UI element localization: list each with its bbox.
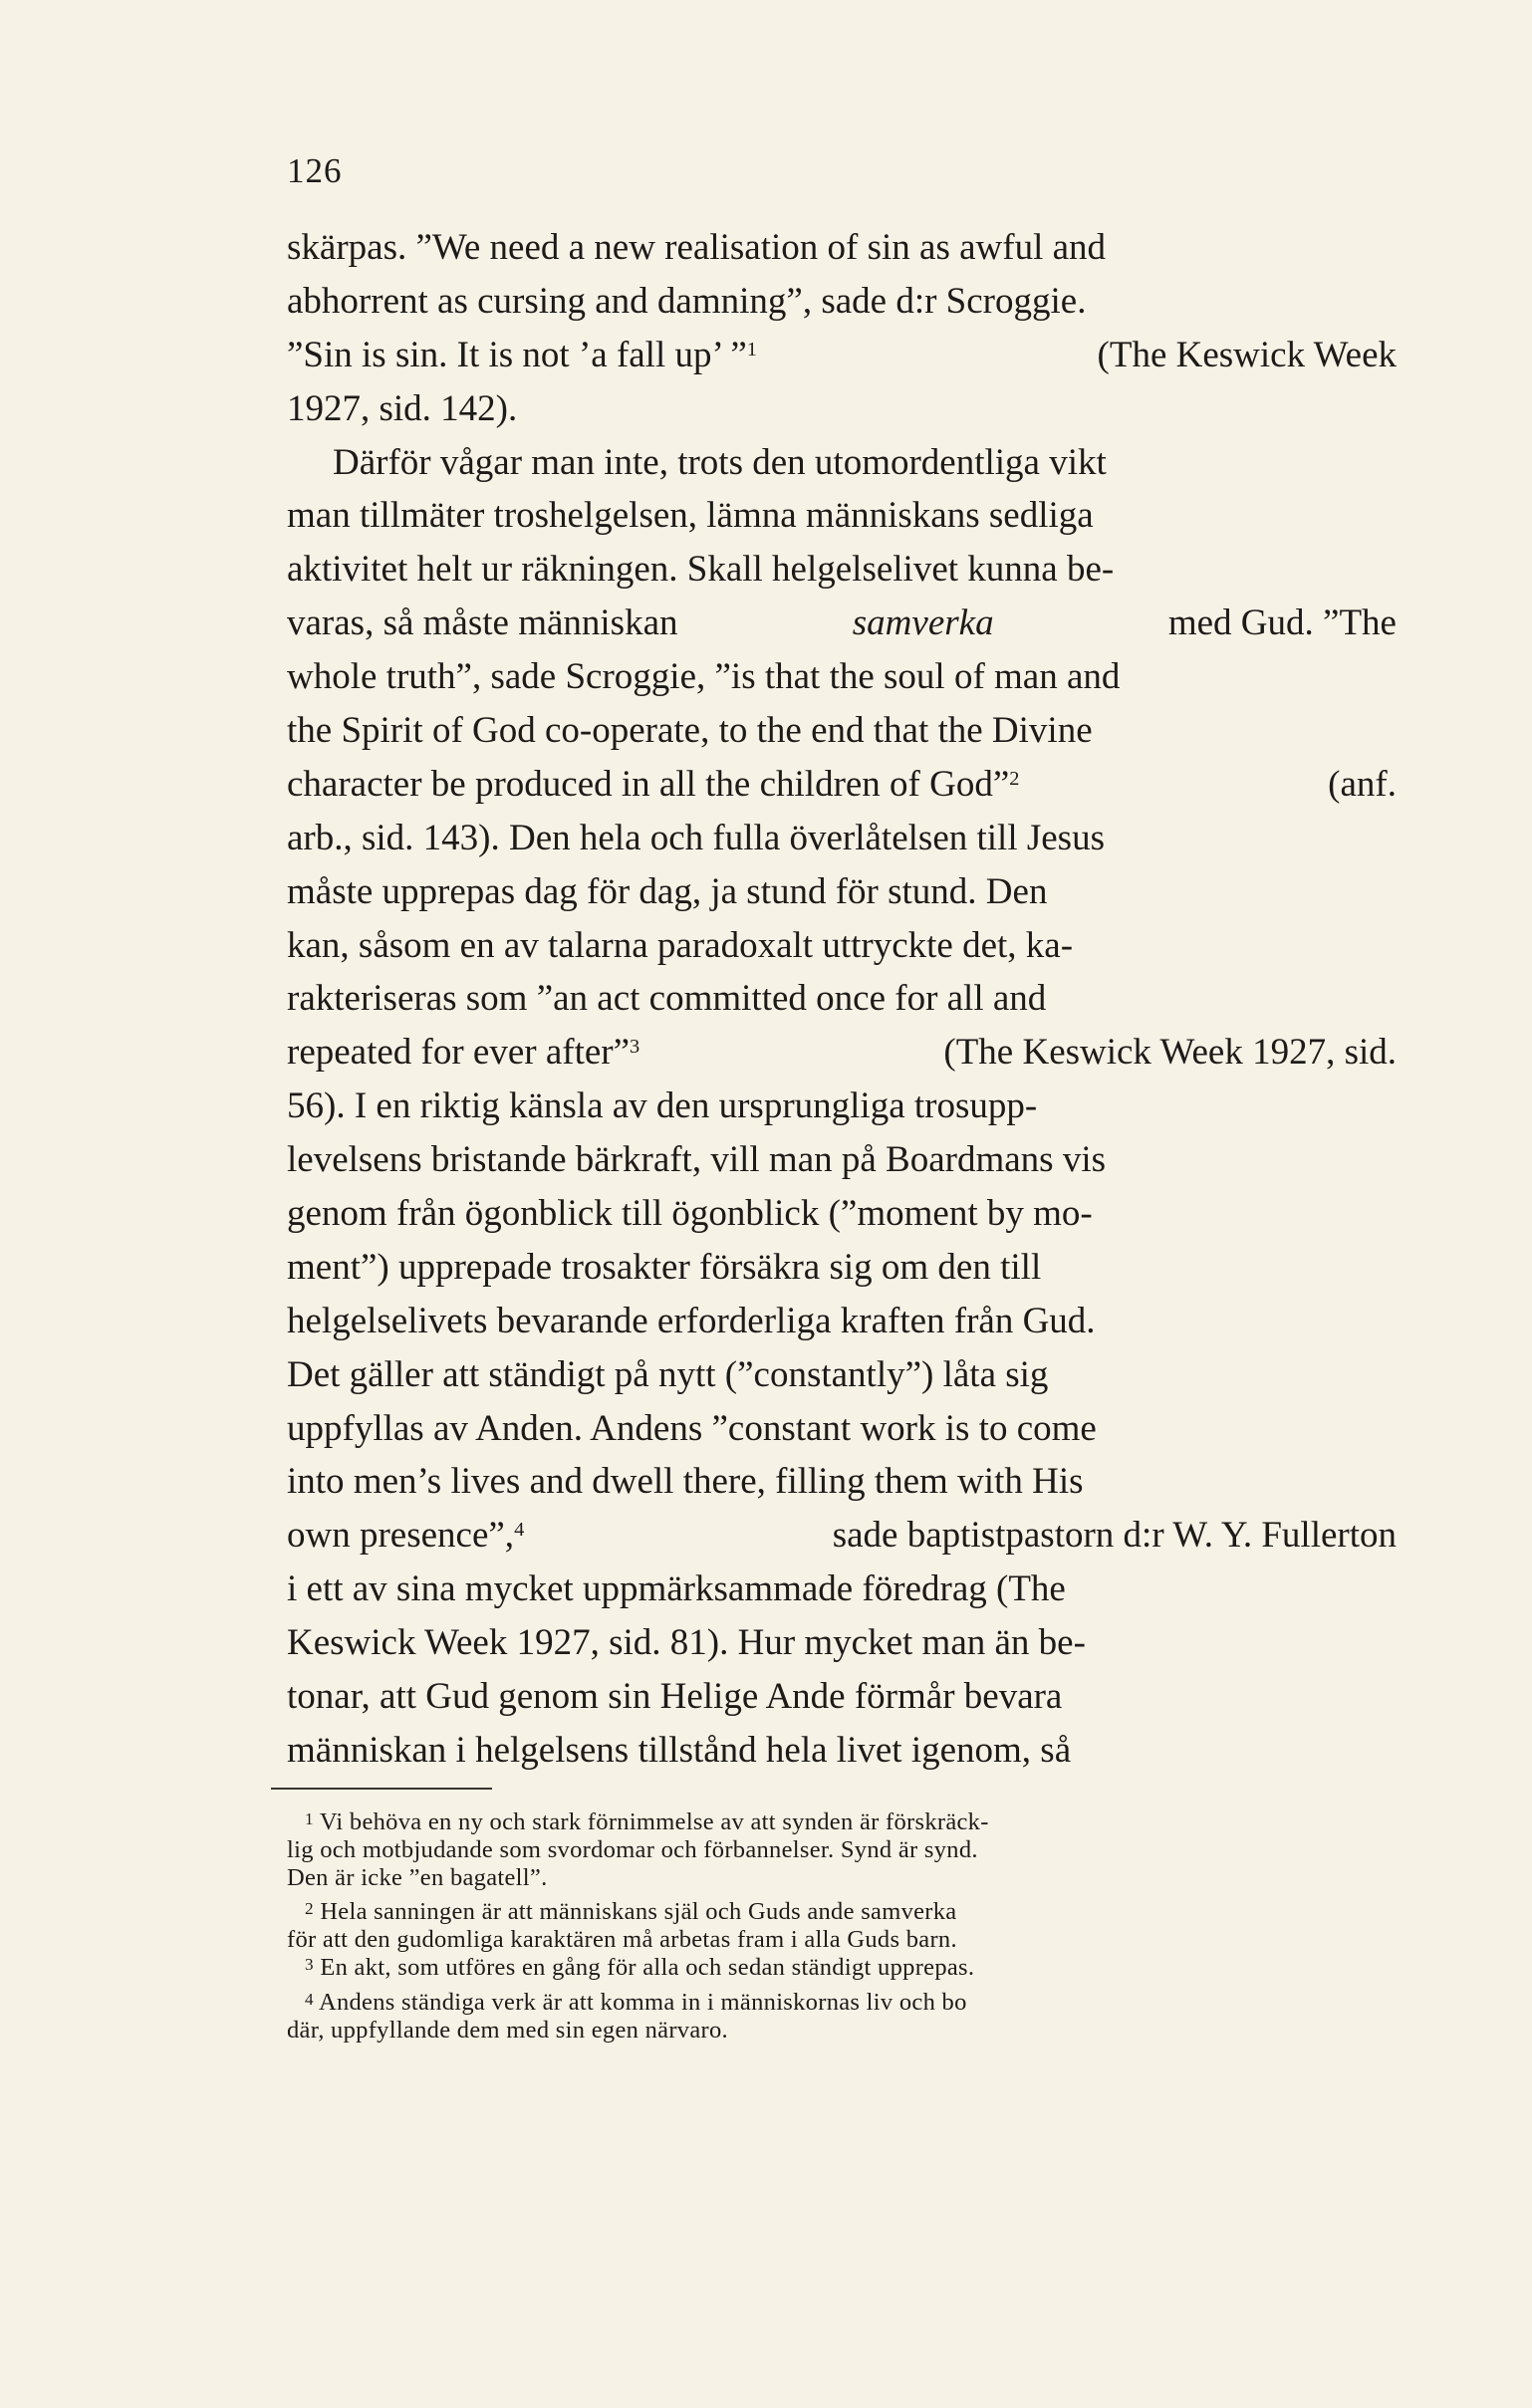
text-line: 56). I en riktig känsla av den ursprungliga trosupp- <box>287 1085 1038 1127</box>
footnotes <box>287 1808 1397 2044</box>
text-line: genom från ögonblick till ögonblick (”moment by mo- <box>287 1193 1093 1235</box>
text-line: aktivitet helt ur räkningen. Skall helgelselivet kunna be- <box>287 549 1115 591</box>
footnote-line: lig och motbjudande som svordomar och förbannelser. Synd är synd. <box>287 1835 978 1863</box>
footnote-4: $^4$ Andens ständiga verk är att komma in i människornas liv och bo <box>305 1988 967 2016</box>
footnote-1: $^1$ Vi behöva en ny och stark förnimmelse av att synden är förskräck- <box>305 1808 989 1835</box>
footnote-ref-4: 4 <box>514 1519 525 1542</box>
text-line: kan, såsom en av talarna paradoxalt uttryckte det, ka- <box>287 924 1074 966</box>
text-line: 1927, sid. 142). <box>287 387 518 429</box>
text-line: människan i helgelsens tillstånd hela livet igenom, så <box>287 1729 1072 1771</box>
text-line: the Spirit of God co-operate, to the end that the Divine <box>287 710 1093 752</box>
footnote-ref-1: 1 <box>746 338 757 361</box>
text-line: i ett av sina mycket uppmärksammade föredrag (The <box>287 1568 1066 1610</box>
text-line: tonar, att Gud genom sin Helige Ande förmår bevara <box>287 1676 1063 1718</box>
text-line: måste upprepas dag för dag, ja stund för stund. Den <box>287 870 1048 912</box>
text-line: Det gäller att ständigt på nytt (”constantly”) låta sig <box>287 1353 1049 1395</box>
footnote-divider <box>271 1788 492 1790</box>
text-line: rakteriseras som ”an act committed once for all and <box>287 978 1047 1020</box>
footnote-line: Den är icke ”en bagatell”. <box>287 1863 548 1891</box>
text-line: into men’s lives and dwell there, filling them with His <box>287 1461 1084 1503</box>
footnote-2: $^2$ Hela sanningen är att människans själ och Guds ande samverka <box>305 1898 957 1926</box>
footnote-line: för att den gudomliga karaktären må arbetas fram i alla Guds barn. <box>287 1926 957 1954</box>
footnote-ref-3: 3 <box>630 1036 640 1059</box>
text-line: Därför vågar man inte, trots den utomordentliga vikt <box>333 441 1107 483</box>
footnote-ref-2: 2 <box>1009 767 1020 790</box>
text-line: ment”) upprepade trosakter försäkra sig om den till <box>287 1246 1042 1288</box>
text-line: Keswick Week 1927, sid. 81). Hur mycket man än be- <box>287 1622 1086 1664</box>
page-number: 126 <box>287 151 343 190</box>
text-line: levelsens bristande bärkraft, vill man på Boardmans vis <box>287 1139 1107 1181</box>
text-line: uppfyllas av Anden. Andens ”constant work is to come <box>287 1407 1097 1449</box>
footnote-line: där, uppfyllande dem med sin egen närvaro. <box>287 2016 728 2044</box>
text-line: abhorrent as cursing and damning”, sade d:r Scroggie. <box>287 280 1087 322</box>
footnote-3: $^3$ En akt, som utföres en gång för alla och sedan ständigt upprepas. <box>305 1953 975 1981</box>
text-line: skärpas. ”We need a new realisation of sin as awful and <box>287 227 1107 268</box>
text-line: helgelselivets bevarande erforderliga kraften från Gud. <box>287 1300 1096 1341</box>
text-line: own presence”,$^4$ sade baptistpastorn d:r W. Y. Fullerton <box>287 1515 1397 1557</box>
italic-word: samverka <box>852 602 994 644</box>
text-line: arb., sid. 143). Den hela och fulla överlåtelsen till Jesus <box>287 817 1105 858</box>
text-line: man tillmäter troshelgelsen, lämna människans sedliga <box>287 495 1094 537</box>
text-line: character be produced in all the children of God”$^2$ (anf. <box>287 763 1397 805</box>
body-text <box>287 221 1397 1778</box>
text-line: ”Sin is sin. It is not ’a fall up’ ”$^1$ (The Keswick Week <box>287 334 1397 375</box>
text-line: repeated for ever after”$^3$ (The Keswick Week 1927, sid. <box>287 1032 1397 1074</box>
text-line: whole truth”, sade Scroggie, ”is that the soul of man and <box>287 656 1121 698</box>
text-line: varas, så måste människan samverka med Gud. ”The <box>287 597 1397 650</box>
